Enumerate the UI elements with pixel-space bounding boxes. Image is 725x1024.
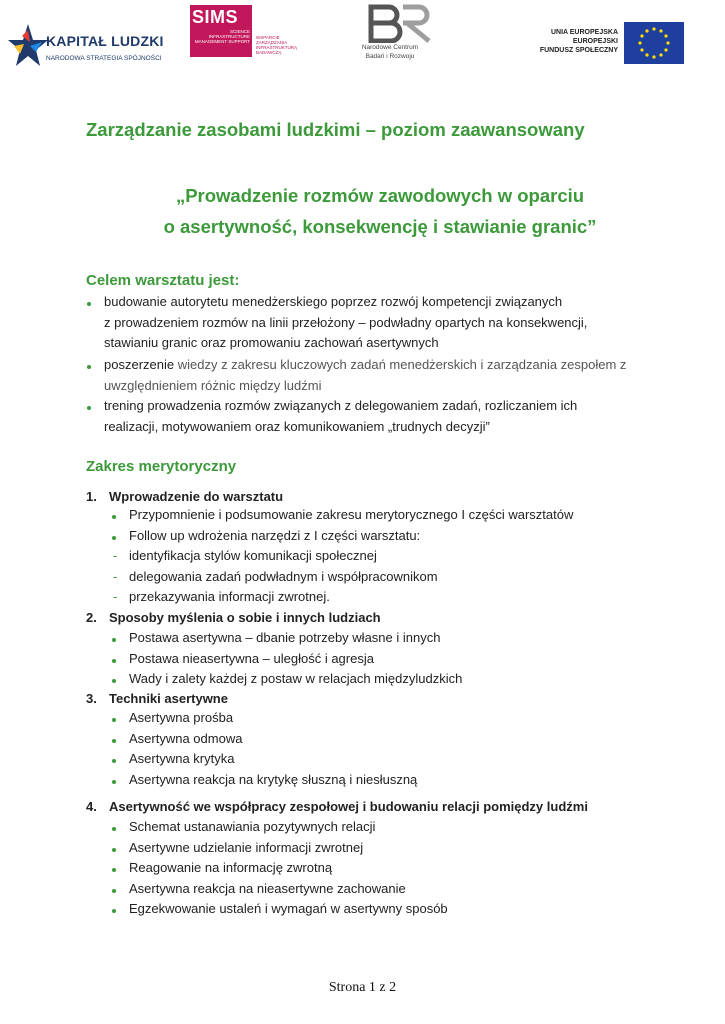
- ncbr-line-2: Badań i Rozwoju: [365, 53, 415, 60]
- bullet-icon: [112, 759, 116, 763]
- header-logos: [0, 0, 725, 80]
- ncbr-line-1: Narodowe Centrum: [361, 44, 419, 51]
- goal-item-1-line-1: budowanie autorytetu menedżerskiego poprzez rozwój kompetencji związanych: [104, 294, 563, 309]
- document-subtitle: [100, 180, 660, 242]
- goal-item-3: [104, 396, 577, 437]
- section-4-title: Asertywność we współpracy zespołowej i budowaniu relacji pomiędzy ludźmi: [109, 799, 588, 814]
- bullet-icon: [112, 868, 116, 872]
- ncbr-logo: [345, 3, 455, 63]
- kapital-ludzki-title: KAPITAŁ LUDZKI: [46, 33, 164, 49]
- bullet-icon: [112, 739, 116, 743]
- goal-heading: Celem warsztatu jest:: [86, 272, 240, 289]
- kapital-ludzki-logo: [8, 22, 178, 74]
- section-3-item: Asertywna prośba: [129, 710, 234, 725]
- bullet-icon: [87, 406, 91, 410]
- sims-badge: [190, 5, 252, 57]
- dash-marker: -: [113, 569, 118, 584]
- ncbr-br-icon: [363, 3, 443, 43]
- subtitle-line-1: „Prowadzenie rozmów zawodowych w oparciu: [175, 185, 585, 206]
- goal-item-2-rest: wiedzy z zakresu kluczowych zadań menedżerskich i zarządzania zespołem z: [174, 357, 627, 372]
- section-2-item: Postawa nieasertywna – uległość i agresja: [129, 651, 374, 666]
- section-3-item: Asertywna reakcja na krytykę słuszną i niesłuszną: [129, 772, 418, 787]
- scope-heading: Zakres merytoryczny: [86, 458, 237, 475]
- section-2-item: Postawa asertywna – dbanie potrzeby własne i innych: [129, 630, 441, 645]
- kapital-ludzki-subtitle: NARODOWA STRATEGIA SPÓJNOŚCI: [46, 55, 162, 62]
- section-3-number: 3.: [86, 691, 97, 706]
- bullet-icon: [112, 909, 116, 913]
- goal-item-3-line-2: realizacji, motywowaniem oraz komunikowaniem „trudnych decyzji”: [104, 418, 490, 434]
- section-1-item: Przypomnienie i podsumowanie zakresu merytorycznego I części warsztatów: [129, 507, 574, 522]
- section-4-item: Asertywna reakcja na nieasertywne zachowanie: [129, 881, 406, 896]
- section-1-subitem: delegowania zadań podwładnym i współpracownikom: [129, 569, 438, 584]
- sims-subtitle: SCIENCE INFRASTRUCTURE MANAGEMENT SUPPORT: [194, 29, 250, 44]
- section-4-item: Asertywne udzielanie informacji zwrotnej: [129, 840, 364, 855]
- bullet-icon: [112, 536, 116, 540]
- bullet-icon: [112, 780, 116, 784]
- bullet-icon: [112, 827, 116, 831]
- ncbr-text: [345, 43, 435, 61]
- bullet-icon: [112, 638, 116, 642]
- bullet-icon: [112, 889, 116, 893]
- section-1-subitem: przekazywania informacji zwrotnej.: [129, 589, 330, 604]
- eu-line-1: UNIA EUROPEJSKA: [550, 29, 618, 36]
- section-1-number: 1.: [86, 489, 97, 504]
- subtitle-line-2: o asertywność, konsekwencję i stawianie granic”: [163, 216, 597, 237]
- dash-marker: -: [113, 589, 118, 604]
- bullet-icon: [112, 848, 116, 852]
- bullet-icon: [112, 718, 116, 722]
- goal-item-3-line-1: trening prowadzenia rozmów związanych z delegowaniem zadań, rozliczaniem ich: [104, 398, 578, 413]
- section-3-item: Asertywna odmowa: [129, 731, 243, 746]
- section-3-item: Asertywna krytyka: [129, 751, 235, 766]
- sims-word: SIMS: [192, 7, 239, 27]
- section-3-title: Techniki asertywne: [109, 691, 228, 706]
- bullet-icon: [112, 679, 116, 683]
- goal-item-2: [104, 355, 626, 396]
- bullet-icon: [112, 659, 116, 663]
- sims-logo: [190, 5, 308, 61]
- goal-item-1-line-2: z prowadzeniem rozmów na linii przełożony – podwładny opartych na konsekwencji,: [104, 314, 588, 330]
- goal-item-2-line-1: [104, 355, 626, 376]
- page-number: Strona 1 z 2: [328, 980, 397, 995]
- goal-item-1: [104, 292, 587, 354]
- section-4-number: 4.: [86, 799, 97, 814]
- goal-item-2-lead: poszerzenie: [104, 357, 175, 372]
- eu-line-2: EUROPEJSKI: [572, 38, 618, 45]
- goal-item-1-line-3: stawianiu granic oraz promowaniu zachowań asertywnych: [104, 335, 439, 350]
- sims-side-text: WSPARCIE ZARZĄDZANIA INFRASTRUKTURĄ BADAWCZĄ: [256, 35, 298, 55]
- kapital-ludzki-star-icon: [8, 22, 48, 70]
- bullet-icon: [87, 302, 91, 306]
- bullet-icon: [87, 365, 91, 369]
- section-2-item: Wady i zalety każdej z postaw w relacjach międzyludzkich: [129, 671, 463, 686]
- eu-text: [520, 28, 618, 55]
- eu-line-3: FUNDUSZ SPOŁECZNY: [539, 47, 618, 54]
- section-1-title: Wprowadzenie do warsztatu: [109, 489, 284, 504]
- section-2-title: Sposoby myślenia o sobie i innych ludziach: [109, 610, 381, 625]
- section-4-item: Egzekwowanie ustaleń i wymagań w asertywny sposób: [129, 901, 448, 916]
- document-title: Zarządzanie zasobami ludzkimi – poziom zaawansowany: [86, 119, 585, 140]
- eu-logo: [520, 22, 690, 72]
- eu-flag-icon: [624, 22, 684, 64]
- goal-item-2-line-2: uwzględnieniem różnic między ludźmi: [104, 377, 322, 393]
- section-2-number: 2.: [86, 610, 97, 625]
- section-4-item: Schemat ustanawiania pozytywnych relacji: [129, 819, 376, 834]
- dash-marker: -: [113, 548, 118, 563]
- section-1-item: Follow up wdrożenia narzędzi z I części warsztatu:: [129, 528, 421, 543]
- bullet-icon: [112, 515, 116, 519]
- section-4-item: Reagowanie na informację zwrotną: [129, 860, 333, 875]
- section-1-subitem: identyfikacja stylów komunikacji społecznej: [129, 548, 377, 563]
